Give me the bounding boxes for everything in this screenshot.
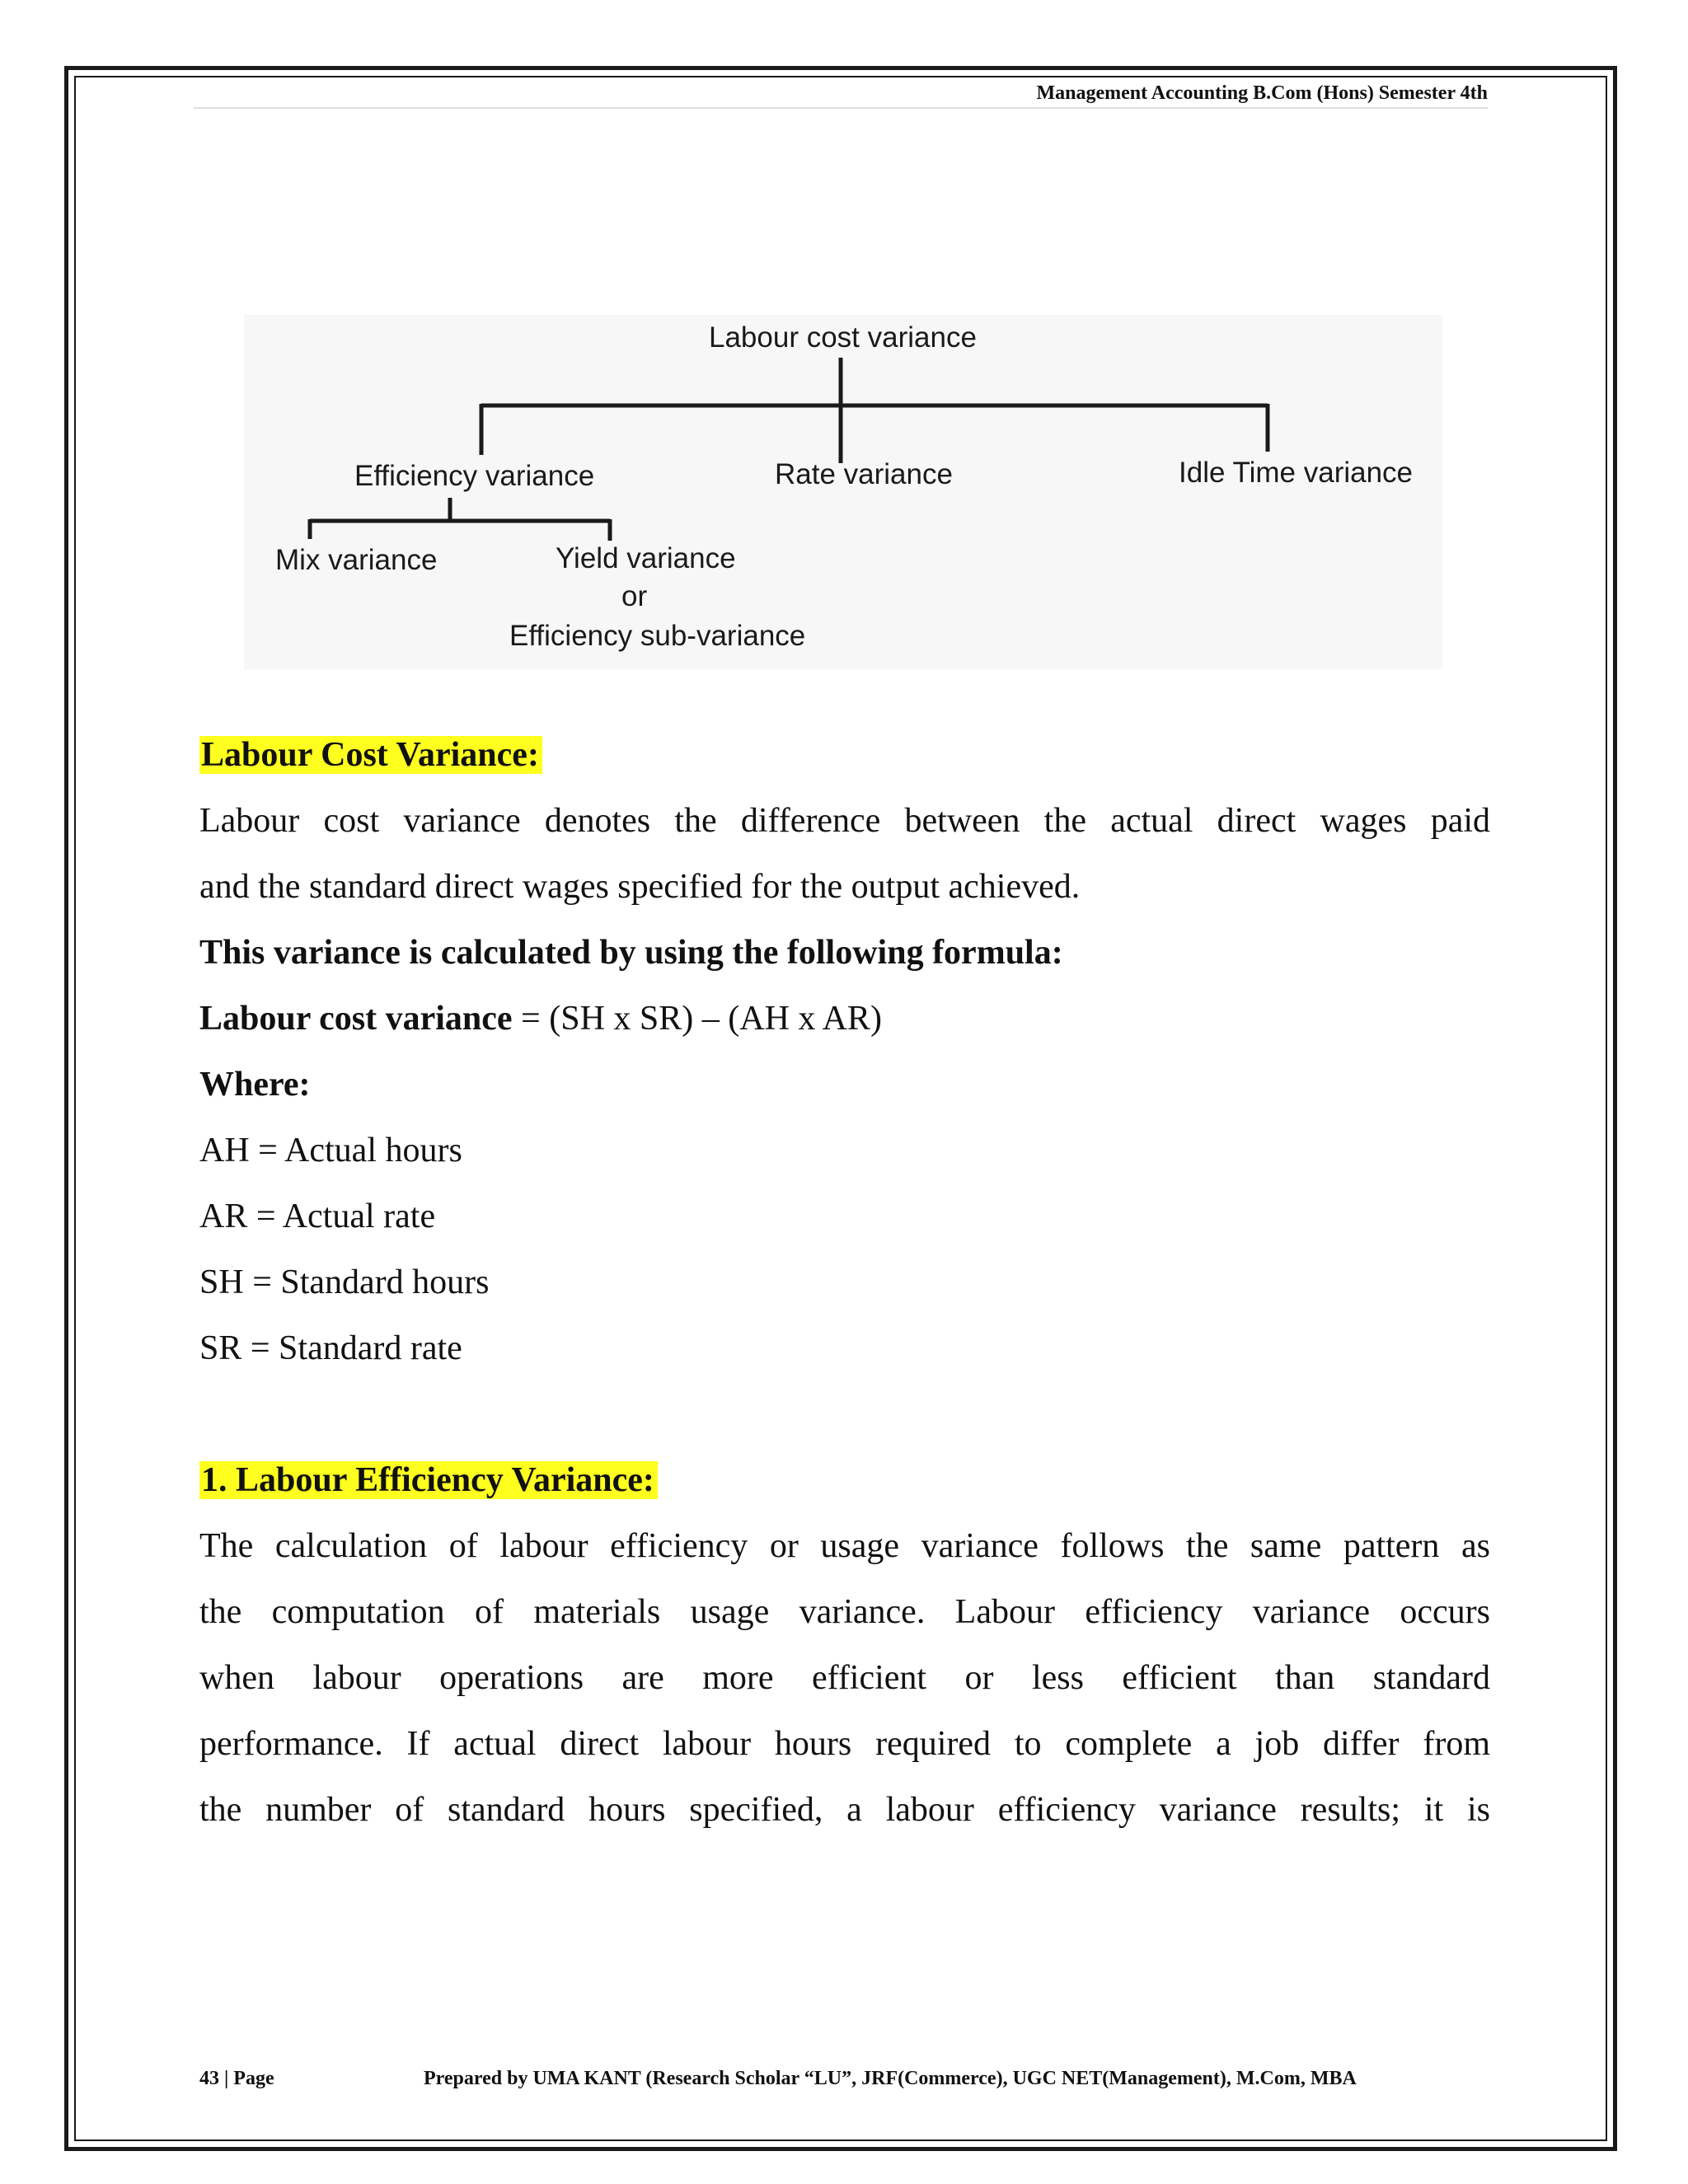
paragraph-line: when labour operations are more efficient or less efficient than standard [199,1659,1490,1697]
paragraph-line: and the standard direct wages specified for the output achieved. [199,868,1081,906]
section-heading-labour-cost-variance: Labour Cost Variance: [199,736,542,774]
paragraph-line: The calculation of labour efficiency or usage variance follows the same pattern as [199,1527,1490,1565]
tree-node-efficiency-variance: Efficiency variance [354,460,595,492]
page-content [199,722,1490,1843]
page-number: 43 | Page [199,2068,274,2089]
section-heading-row [199,1447,1490,1513]
where-label: Where: [199,1066,311,1104]
paragraph-line: performance. If actual direct labour hours required to complete a job differ from [199,1725,1490,1763]
spacer [199,1381,1490,1447]
formula-label: Labour cost variance [199,1000,513,1038]
definition-item: AR = Actual rate [199,1197,436,1235]
definition-item: AH = Actual hours [199,1132,462,1169]
formula-intro: This variance is calculated by using the following formula: [199,934,1063,972]
definition-item: SH = Standard hours [199,1263,490,1301]
footer-credit: Prepared by UMA KANT (Research Scholar “LU”, JRF(Commerce), UGC NET(Management), M.Com, MBA [424,2068,1357,2089]
tree-node-mix-variance: Mix variance [275,544,438,576]
formula-expression: = (SH x SR) – (AH x AR) [512,1000,882,1038]
formula-line [199,986,1490,1052]
tree-node-efficiency-sub-variance: Efficiency sub-variance [509,620,806,652]
paragraph-line: the computation of materials usage variance. Labour efficiency variance occurs [199,1593,1490,1631]
tree-node-rate-variance: Rate variance [775,458,953,490]
section-heading-labour-efficiency-variance: 1. Labour Efficiency Variance: [199,1461,658,1499]
header-title: Management Accounting B.Com (Hons) Semester 4th [1036,82,1488,104]
tree-node-idle-time-variance: Idle Time variance [1179,457,1414,489]
variance-tree-diagram [244,315,1442,669]
definition-item: SR = Standard rate [199,1329,462,1367]
tree-node-yield-variance: Yield variance [556,542,736,574]
tree-node-or: or [621,580,648,612]
page-header [194,79,1488,109]
page-footer [199,2062,1490,2095]
paragraph-line: Labour cost variance denotes the difference between the actual direct wages paid [199,802,1490,840]
section-heading-row [199,722,1490,788]
tree-node-labour-cost-variance: Labour cost variance [709,321,977,354]
paragraph-line: the number of standard hours specified, a labour efficiency variance results; it is [199,1791,1490,1829]
